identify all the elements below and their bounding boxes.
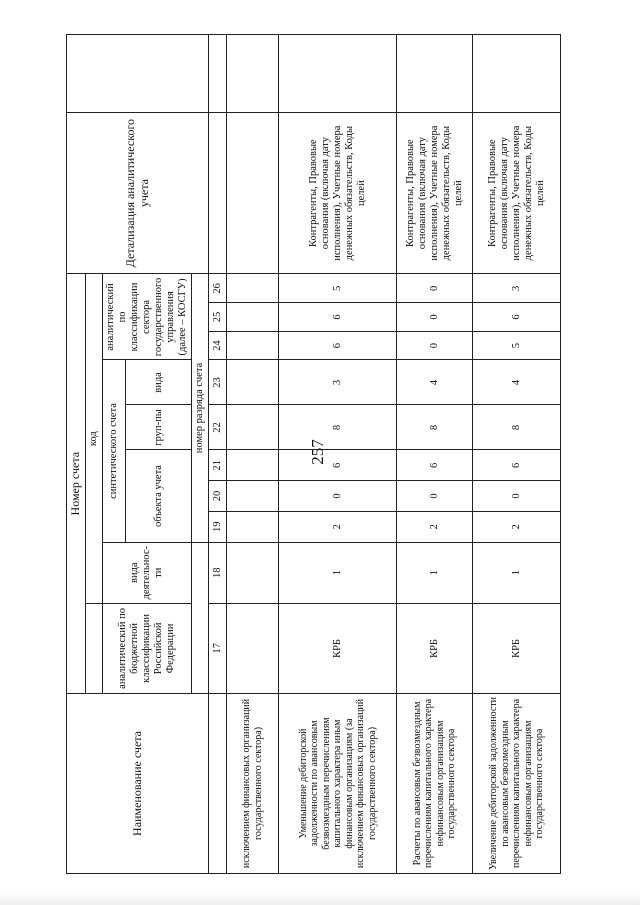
row-cell: 8 [279,405,397,450]
column-number-blank [209,112,227,274]
row-detail: Контрагенты, Правовые основания (включая дату исполнения), Учетные номера денежных обязательств, Коды целей [473,112,561,274]
code-header: код [85,274,102,603]
table-row [397,35,473,874]
row-cell: 0 [397,481,473,512]
row-cell: 6 [279,331,397,360]
row-account-name: Увеличение дебиторской задолженности по авансовым безвозмездным перечислениям капитального характера нефинансовым организациям государственного сектора [473,693,561,873]
row-cell: 5 [473,331,561,360]
row-cell [227,603,279,693]
row-account-name: исключением финансовых организаций государственного сектора) [227,693,279,873]
row-cell: 0 [397,331,473,360]
row-cell: КРБ [397,603,473,693]
row-cell [227,303,279,332]
row-cell: 0 [397,274,473,303]
row-extra-blank [227,35,279,113]
account-table [66,34,561,874]
column-number: 26 [209,274,227,303]
row-cell [227,405,279,450]
kind-header: вида [125,360,192,405]
row-cell: 1 [397,542,473,603]
row-cell: 6 [397,450,473,481]
row-cell: 1 [279,542,397,603]
row-cell: 2 [279,511,397,542]
row-cell: 6 [473,450,561,481]
column-number-blank [209,35,227,113]
groups-header: груп-пы [125,405,192,450]
row-cell: 6 [279,303,397,332]
row-cell [227,481,279,512]
rotated-table-area [66,34,546,874]
analytic-kosgu-header: аналитический по классификации сектора государственного управления (далее – КОСГУ) [102,274,191,360]
column-number: 25 [209,303,227,332]
row-extra-blank [397,35,473,113]
digit-spacer-left [192,542,209,693]
row-extra-blank [473,35,561,113]
row-cell: 4 [397,360,473,405]
column-number: 17 [209,603,227,693]
row-cell: 2 [397,511,473,542]
row-cell: 8 [473,405,561,450]
row-extra-blank [279,35,397,113]
column-number: 21 [209,450,227,481]
column-number-blank [209,693,227,873]
row-cell: КРБ [473,603,561,693]
column-number: 19 [209,511,227,542]
row-cell: 3 [473,274,561,303]
row-cell: 0 [397,303,473,332]
account-name-header: Наименование счета [67,693,209,873]
table-row [227,35,279,874]
column-number: 22 [209,405,227,450]
digit-number-header: номер разряда счета [192,274,209,542]
scan-edge [0,893,640,905]
row-cell: 8 [397,405,473,450]
table-row [279,35,397,874]
row-cell [227,274,279,303]
table-row [473,35,561,874]
row-cell [227,511,279,542]
column-number: 20 [209,481,227,512]
row-cell: 2 [473,511,561,542]
row-cell [227,542,279,603]
row-cell: 3 [279,360,397,405]
row-cell: КРБ [279,603,397,693]
column-number: 24 [209,331,227,360]
column-number: 18 [209,542,227,603]
page-number: 257 [308,439,327,465]
row-cell: 5 [279,274,397,303]
row-cell: 4 [473,360,561,405]
row-detail: Контрагенты, Правовые основания (включая дату исполнения), Учетные номера денежных обязательств, Коды целей [397,112,473,274]
detail-header: Детализация аналитического учета [67,112,209,274]
column-number: 23 [209,360,227,405]
row-account-name: Уменьшение дебиторской задолженности по авансовым безвозмездным перечислениям капитального характера иным финансовым организациям (за исключением финансовых организаций государственного сектора) [279,693,397,873]
row-cell [227,360,279,405]
code-spacer-left [85,603,102,693]
row-cell: 0 [473,481,561,512]
synthetic-account-header: синтетического счета [102,360,125,542]
account-number-header: Номер счета [67,274,86,693]
row-detail: Контрагенты, Правовые основания (включая дату исполнения), Учетные номера денежных обязательств, Коды целей [279,112,397,274]
row-cell [227,450,279,481]
row-detail [227,112,279,274]
activity-type-header: вида деятельнос-ти [102,542,191,603]
budget-classification-header: аналитический по бюджетной классификации Российской Федерации [102,603,191,693]
row-cell [227,331,279,360]
row-cell: 6 [279,450,397,481]
row-cell: 6 [473,303,561,332]
row-account-name: Расчеты по авансовым безвозмездным перечислениям капитального характера нефинансовым организациям государственного сектора [397,693,473,873]
blank-header-cell [67,35,209,113]
account-object-header: объекта учета [125,450,192,542]
row-cell: 0 [279,481,397,512]
row-cell: 1 [473,542,561,603]
